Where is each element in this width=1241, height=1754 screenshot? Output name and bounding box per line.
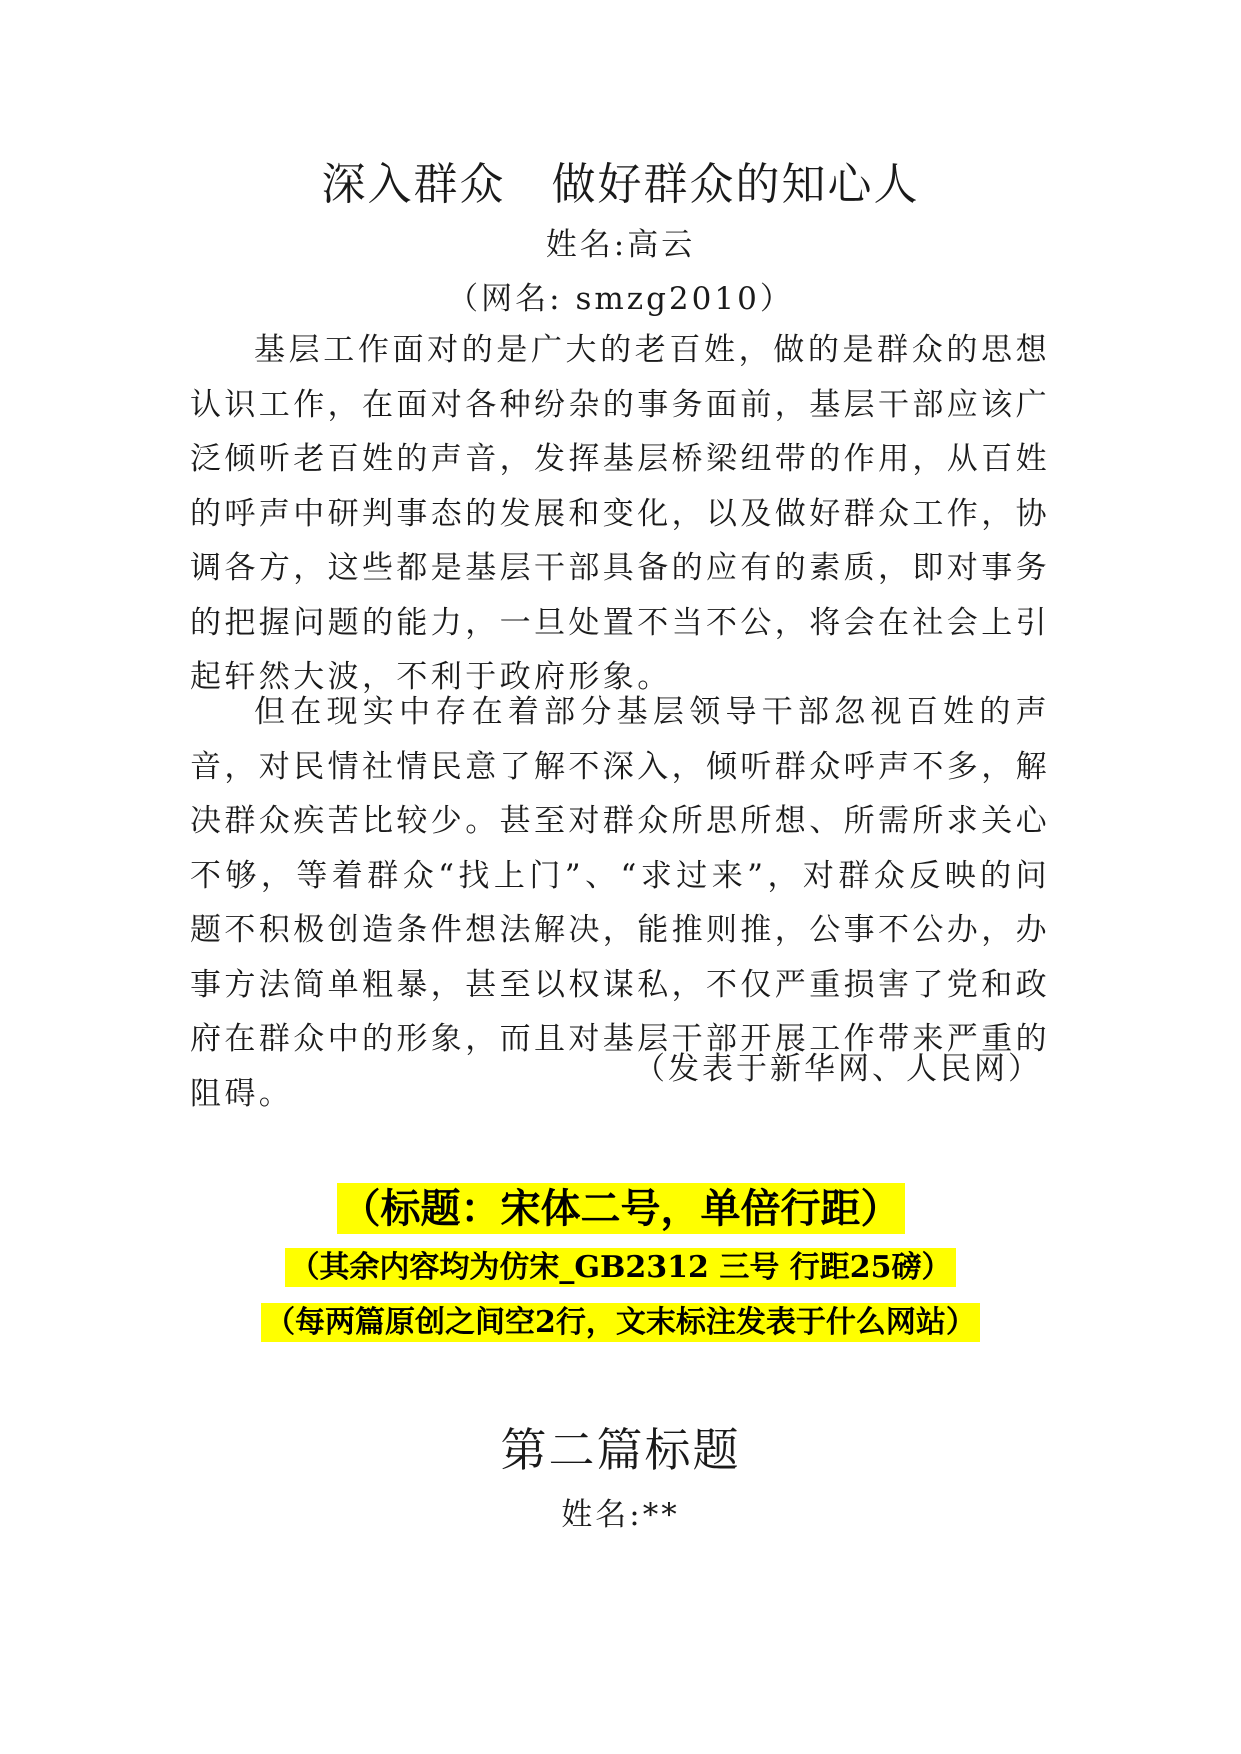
body-paragraph: 但在现实中存在着部分基层领导干部忽视百姓的声音，对民情社情民意了解不深入，倾听群众呼声不多，解决群众疾苦比较少。甚至对群众所思所想、所需所求关心不够，等着群众“找上门”、“求过来”，对群众反映的问题不积极创造条件想法解决，能推则推，公事不公办，办事方法简单粗暴，甚至以权谋私，不仅严重损害了党和政府在群众中的形象，而且对基层干部开展工作带来严重的阻碍。 [190,694,1050,1112]
author-netname: （网名: smzg2010） [447,281,794,317]
author-name: 姓名:高云 [545,227,696,263]
format-note-body [0,1245,1241,1291]
highlighted-note-text: （其余内容均为仿宋_GB2312 三号 行距25磅） [285,1248,955,1287]
highlighted-note-text: （每两篇原创之间空2行，文末标注发表于什么网站） [261,1303,980,1342]
format-note-spacing [0,1300,1241,1346]
highlighted-note-text: （标题：宋体二号，单倍行距） [337,1183,905,1234]
publication-source: （发表于新华网、人民网） [634,1051,1042,1087]
article-title: 深入群众 做好群众的知心人 [321,159,920,210]
second-article-title: 第二篇标题 [500,1423,741,1477]
body-paragraph: 基层工作面对的是广大的老百姓，做的是群众的思想认识工作，在面对各种纷杂的事务面前，基层干部应该广泛倾听老百姓的声音，发挥基层桥梁纽带的作用，从百姓的呼声中研判事态的发展和变化，以及做好群众工作，协调各方，这些都是基层干部具备的应有的素质，即对事务的把握问题的能力，一旦处置不当不公，将会在社会上引起轩然大波，不利于政府形象。 [190,332,1050,695]
format-note-title [0,1180,1241,1238]
second-author-name: 姓名:** [561,1497,680,1533]
